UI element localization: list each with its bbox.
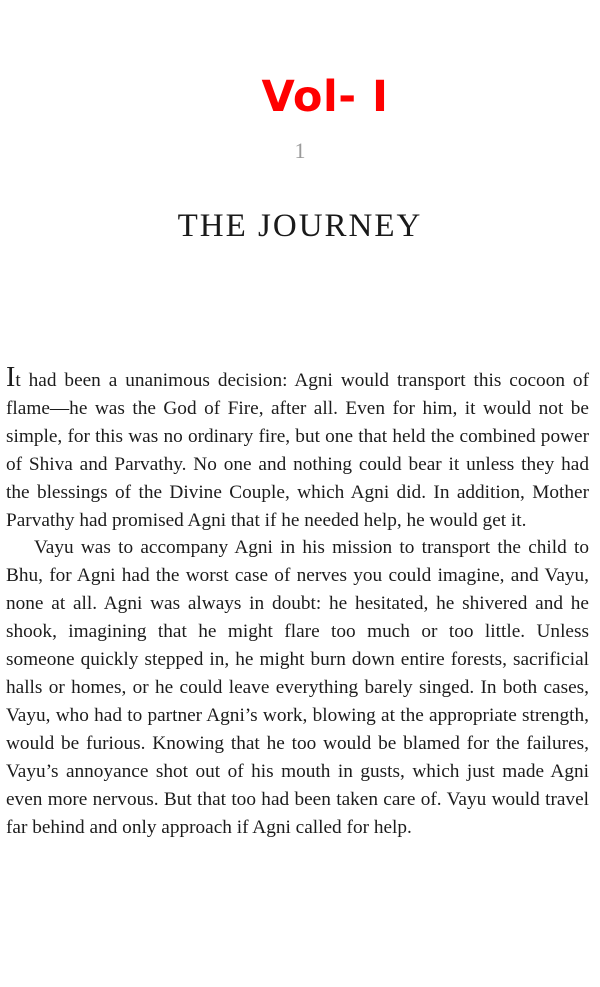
chapter-number: 1 [294,138,306,163]
volume-label: Vol- I [261,72,389,122]
chapter-body [6,364,589,841]
paragraph-2: Vayu was to accompany Agni in his mission to transport the child to Bhu, for Agni had the worst case of nerves you could imagine, and Vayu, none at all. Agni was always in doubt: he hesitated, he shivered and he shook, imagining that he might flare too much or too little. Unless someone quickly stepped in, he might burn down entire forests, sacrificial halls or homes, or he could leave everything barely singed. In both cases, Vayu, who had to partner Agni’s work, blowing at the appropriate strength, would be furious. Knowing that he too would be blamed for the failures, Vayu’s annoyance shot out of his mouth in gusts, which just made Agni even more nervous. But that too had been taken care of. Vayu would travel far behind and only approach if Agni called for help. [6,537,589,838]
drop-cap: I [6,362,16,393]
paragraph-1-text: t had been a unanimous decision: Agni would transport this cocoon of flame—he was the God of Fire, after all. Even for him, it would not be simple, for this was no ordinary fire, but one that held the combined power of Shiva and Parvathy. No one and nothing could bear it unless they had the blessings of the Divine Couple, which Agni did. In addition, Mother Parvathy had promised Agni that if he needed help, he would get it. [6,370,589,531]
chapter-title: THE JOURNEY [177,208,423,244]
paragraph-1 [6,364,589,534]
